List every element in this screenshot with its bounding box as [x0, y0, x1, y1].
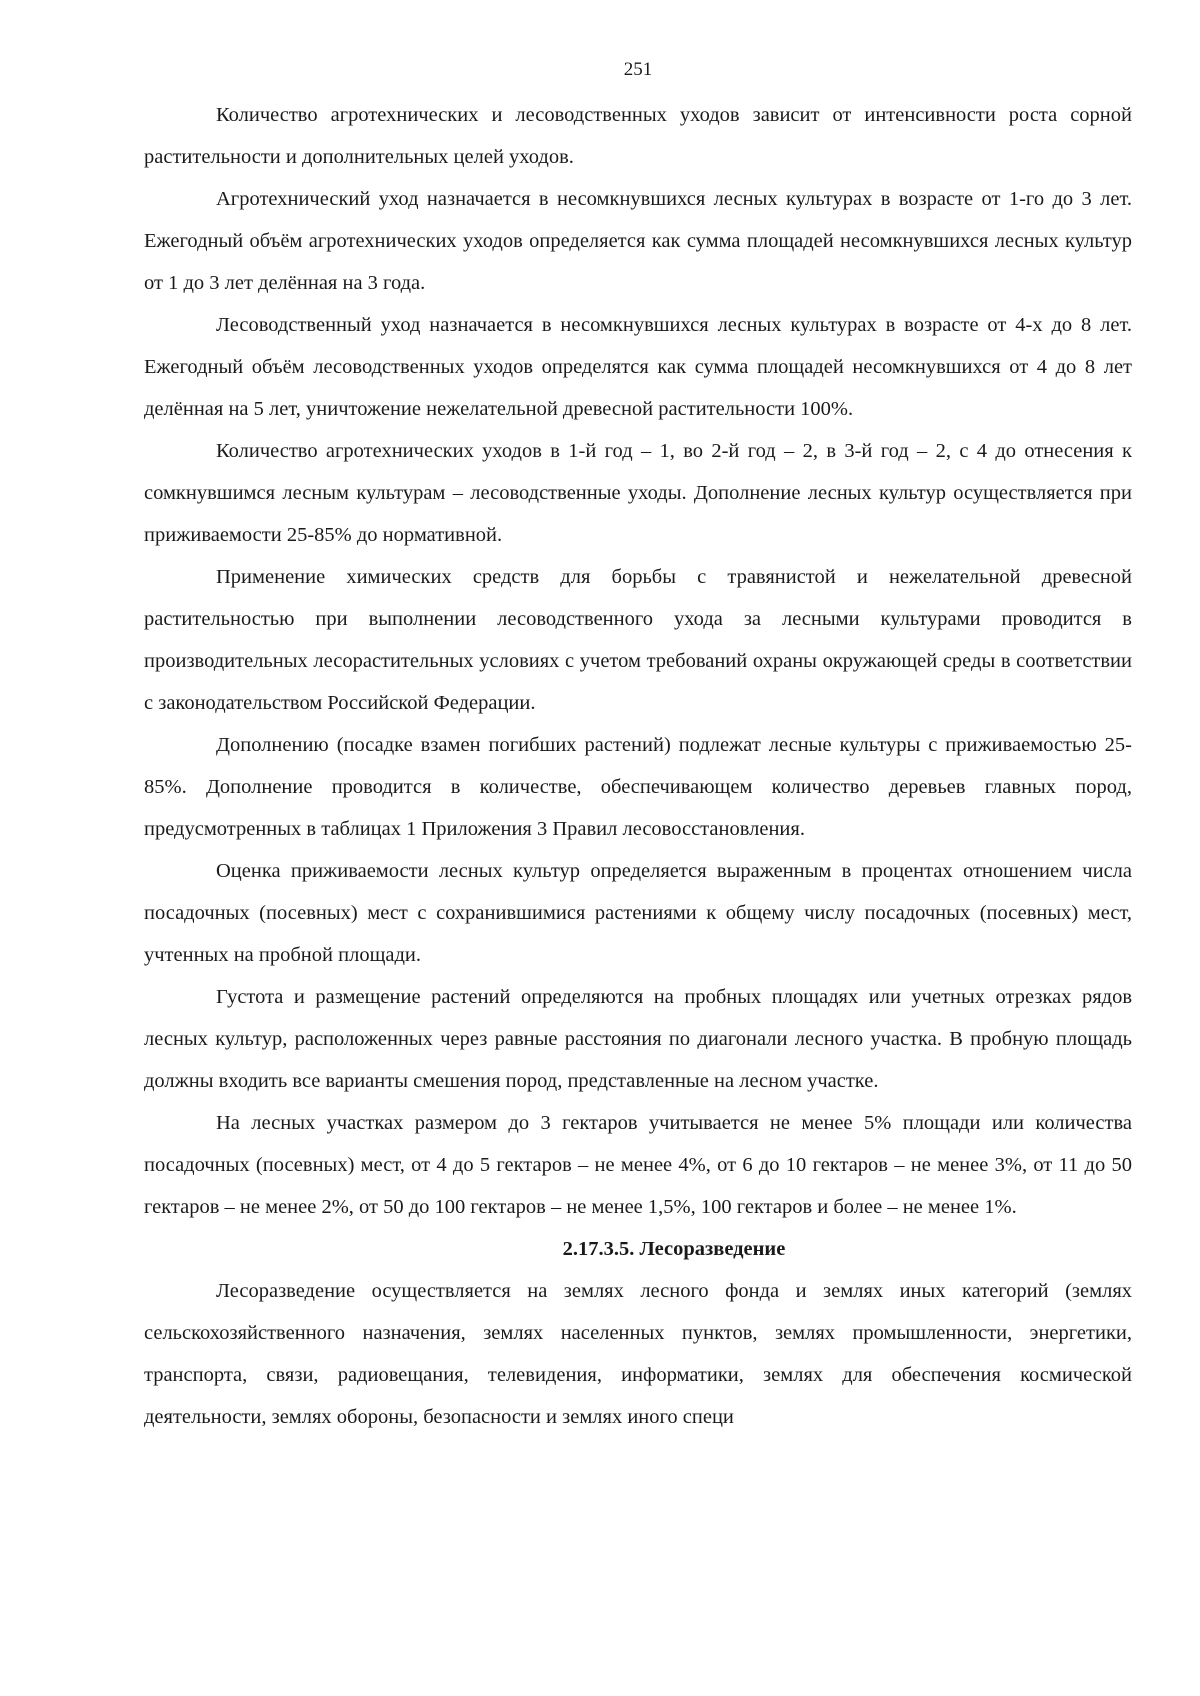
document-page	[144, 52, 1132, 1438]
paragraph-silvicultural-care: Лесоводственный уход назначается в несомкнувшихся лесных культурах в возрасте от 4-х до 8 лет. Ежегодный объём лесоводственных уходов определятся как сумма площадей несомкнувшихся от 4 до 8 лет делённая на 5 лет, уничтожение нежелательной древесной растительности 100%.	[144, 314, 1132, 420]
paragraph-care-by-year: Количество агротехнических уходов в 1-й год – 1, во 2-й год – 2, в 3-й год – 2, с 4 до отнесения к сомкнувшимся лесным культурам – лесоводственные уходы. Дополнение лесных культур осуществляется при приживаемости 25-85% до нормативной.	[144, 440, 1132, 546]
section-heading: 2.17.3.5. Лесоразведение	[562, 1238, 786, 1260]
paragraph-sampling-rates: На лесных участках размером до 3 гектаров учитывается не менее 5% площади или количества посадочных (посевных) мест, от 4 до 5 гектаров – не менее 4%, от 6 до 10 гектаров – не менее 3%, от 11 до 50 гектаров – не менее 2%, от 50 до 100 гектаров – не менее 1,5%, 100 гектаров и более – не менее 1%.	[144, 1112, 1132, 1218]
paragraph-chemical-means: Применение химических средств для борьбы с травянистой и нежелательной древесной растительностью при выполнении лесоводственного ухода за лесными культурами проводится в производительных лесорастительных условиях с учетом требований охраны окружающей среды в соответствии с законодательством Российской Федерации.	[144, 566, 1132, 714]
paragraph-agrotechnical-care: Агротехнический уход назначается в несомкнувшихся лесных культурах в возрасте от 1-го до 3 лет. Ежегодный объём агротехнических уходов определяется как сумма площадей несомкнувшихся лесных культур от 1 до 3 лет делённая на 3 года.	[144, 188, 1132, 294]
paragraph-replanting: Дополнению (посадке взамен погибших растений) подлежат лесные культуры с приживаемостью 25-85%. Дополнение проводится в количестве, обеспечивающем количество деревьев главных пород, предусмотренных в таблицах 1 Приложения 3 Правил лесовосстановления.	[144, 734, 1132, 840]
paragraph-care-count: Количество агротехнических и лесоводственных уходов зависит от интенсивности роста сорной растительности и дополнительных целей уходов.	[144, 104, 1132, 168]
paragraph-density-placement: Густота и размещение растений определяются на пробных площадях или учетных отрезках рядов лесных культур, расположенных через равные расстояния по диагонали лесного участка. В пробную площадь должны входить все варианты смешения пород, представленные на лесном участке.	[144, 986, 1132, 1092]
page-number: 251	[623, 59, 653, 80]
paragraph-afforestation: Лесоразведение осуществляется на землях лесного фонда и землях иных категорий (землях сельскохозяйственного назначения, землях населенных пунктов, землях промышленности, энергетики, транспорта, связи, радиовещания, телевидения, информатики, землях для обеспечения космической деятельности, землях обороны, безопасности и землях иного специ	[144, 1280, 1132, 1428]
paragraph-survival-assessment: Оценка приживаемости лесных культур определяется выраженным в процентах отношением числа посадочных (посевных) мест с сохранившимися растениями к общему числу посадочных (посевных) мест, учтенных на пробной площади.	[144, 860, 1132, 966]
